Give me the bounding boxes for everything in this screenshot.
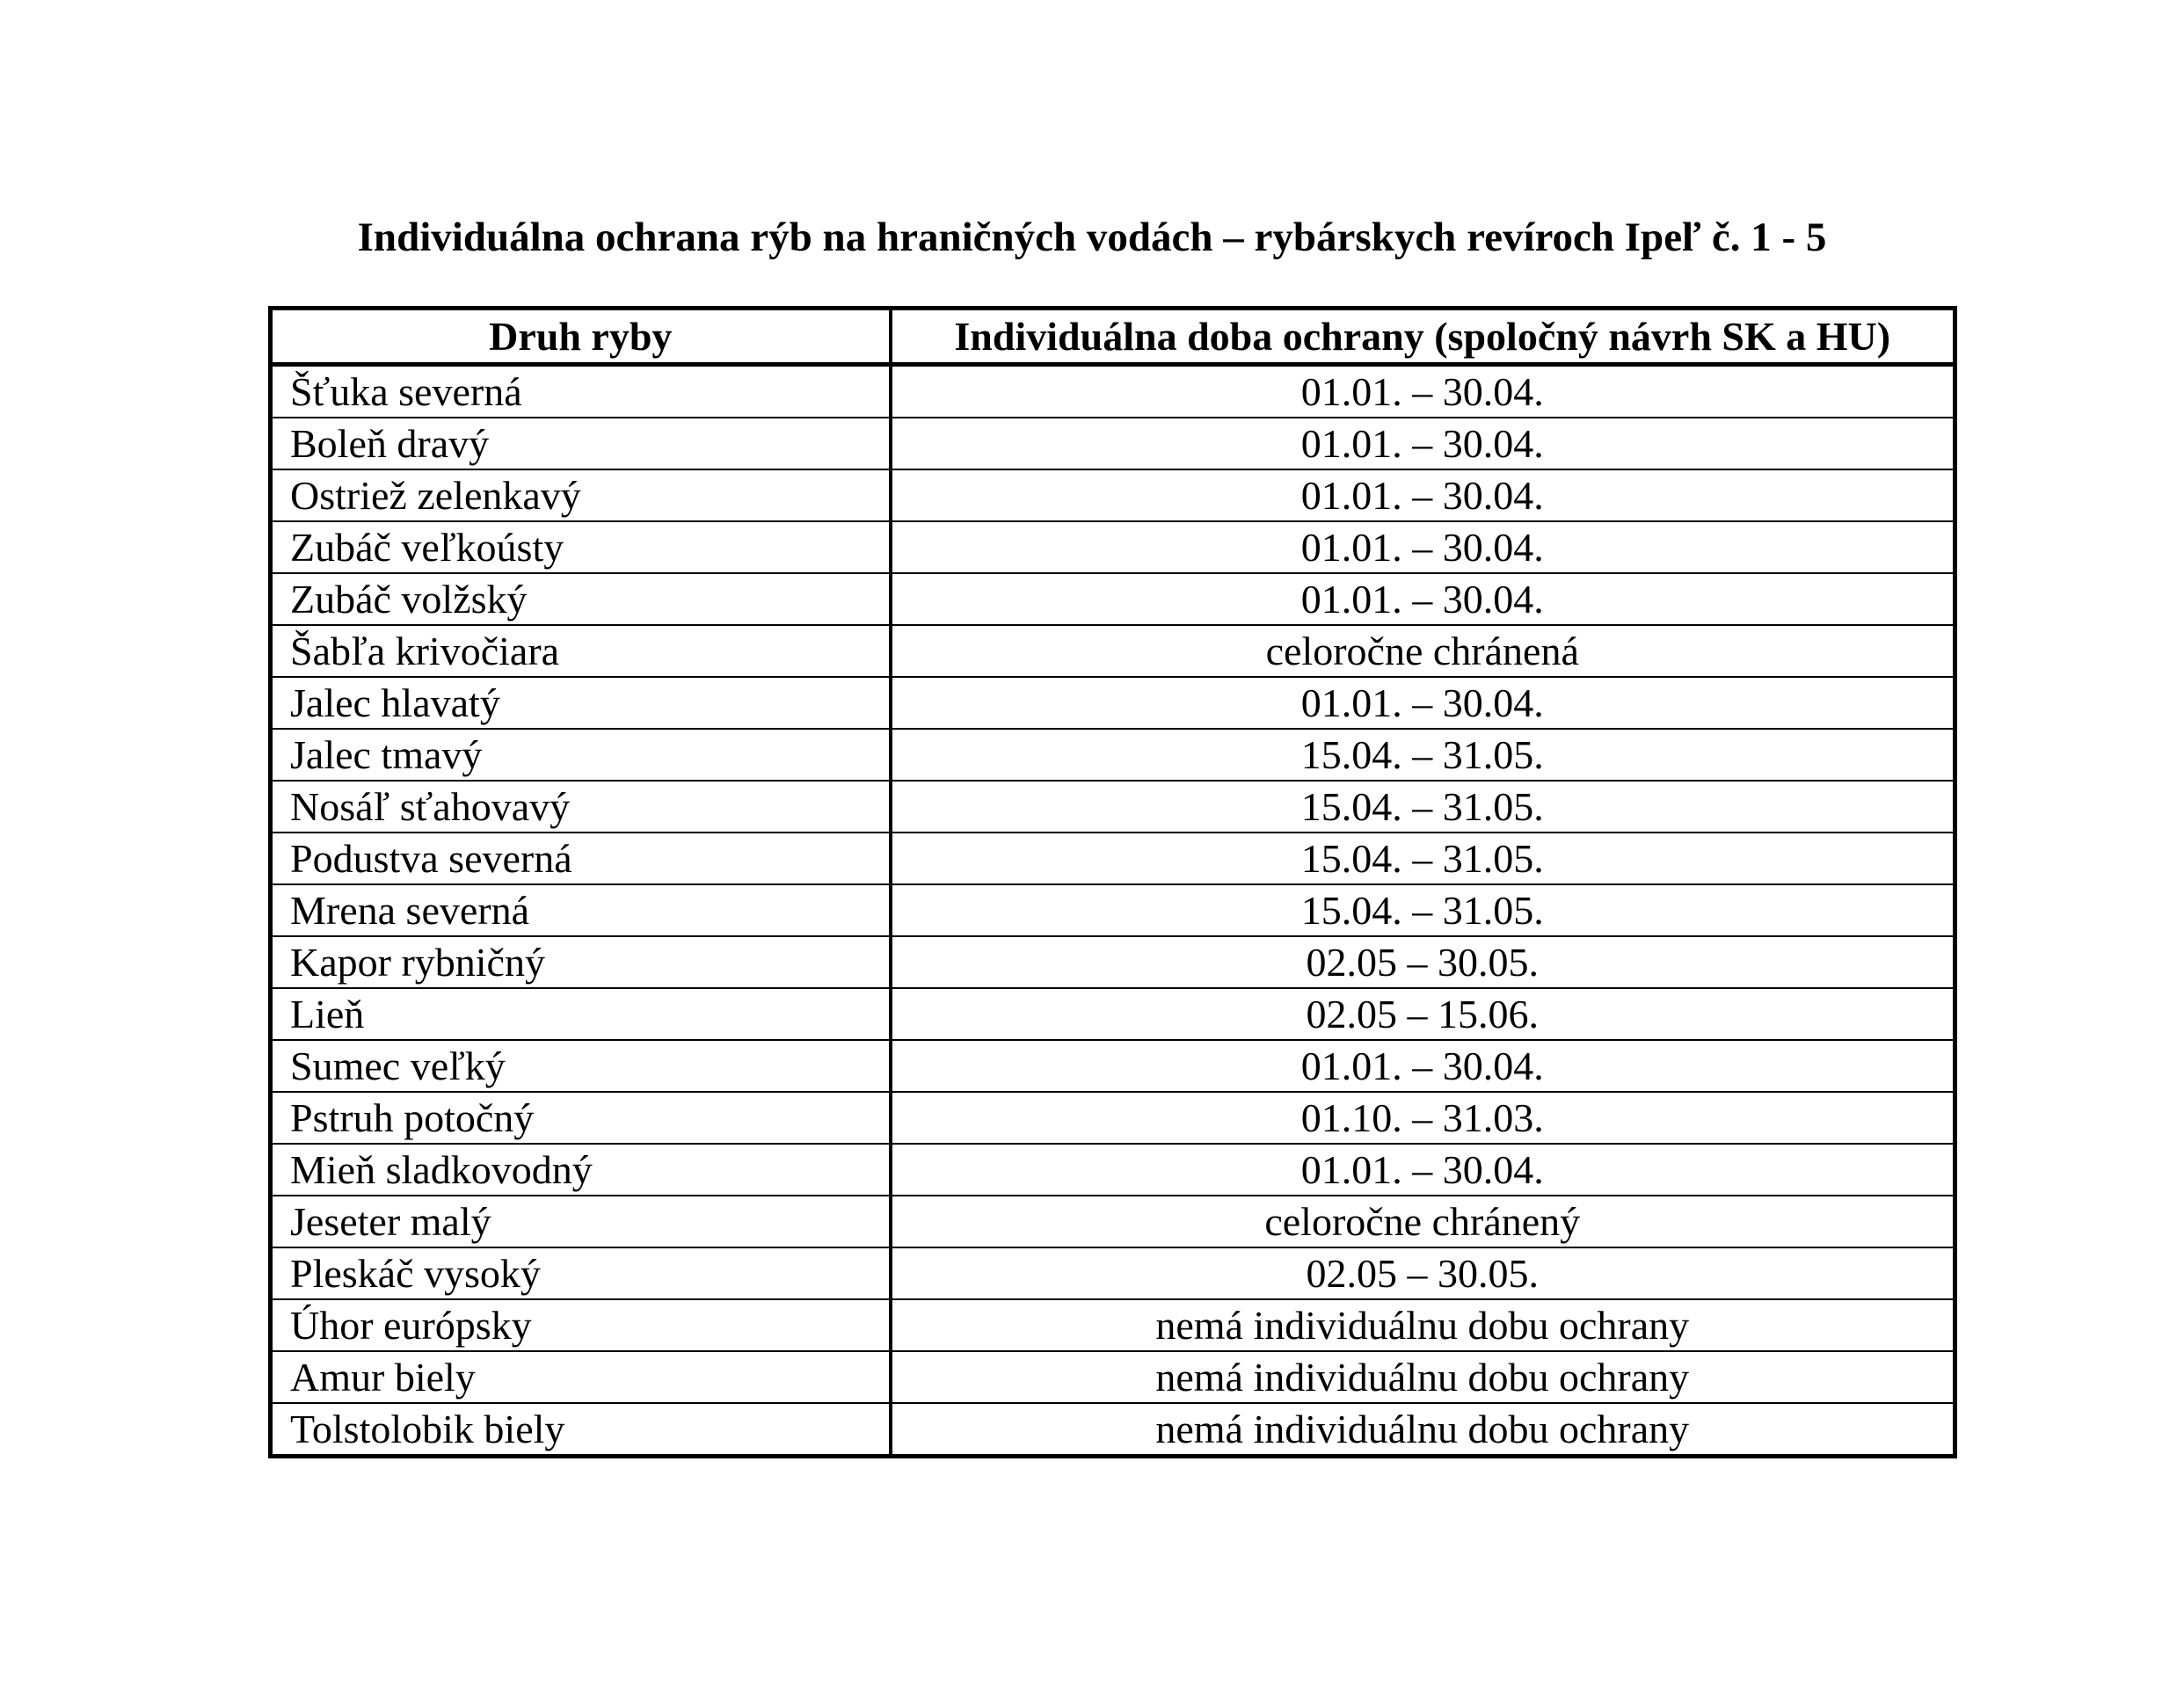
table-row <box>271 884 1955 936</box>
species-cell: Amur biely <box>271 1351 891 1403</box>
species-cell: Ostriež zelenkavý <box>271 469 891 521</box>
species-cell: Pleskáč vysoký <box>271 1247 891 1299</box>
period-cell: 01.01. – 30.04. <box>891 1040 1955 1092</box>
species-cell: Pstruh potočný <box>271 1092 891 1144</box>
period-cell: 15.04. – 31.05. <box>891 833 1955 884</box>
species-cell: Úhor európsky <box>271 1299 891 1351</box>
table-row <box>271 469 1955 521</box>
table-row <box>271 833 1955 884</box>
column-header-species: Druh ryby <box>271 309 891 365</box>
species-cell: Sumec veľký <box>271 1040 891 1092</box>
period-cell: 01.01. – 30.04. <box>891 521 1955 573</box>
table-row <box>271 988 1955 1040</box>
period-cell: nemá individuálnu dobu ochrany <box>891 1351 1955 1403</box>
table-row <box>271 1351 1955 1403</box>
period-cell: 01.01. – 30.04. <box>891 1144 1955 1196</box>
species-cell: Mieň sladkovodný <box>271 1144 891 1196</box>
period-cell: 01.01. – 30.04. <box>891 677 1955 729</box>
period-cell: 02.05 – 30.05. <box>891 936 1955 988</box>
species-cell: Zubáč volžský <box>271 573 891 625</box>
table-row <box>271 1196 1955 1247</box>
species-cell: Jalec hlavatý <box>271 677 891 729</box>
species-cell: Zubáč veľkoústy <box>271 521 891 573</box>
fish-protection-table <box>268 306 1957 1458</box>
period-cell: 02.05 – 15.06. <box>891 988 1955 1040</box>
period-cell: 01.10. – 31.03. <box>891 1092 1955 1144</box>
page-title: Individuálna ochrana rýb na hraničných vodách – rybárskych revíroch Ipeľ č. 1 - 5 <box>357 215 1827 260</box>
table-row <box>271 1144 1955 1196</box>
species-cell: Kapor rybničný <box>271 936 891 988</box>
period-cell: 15.04. – 31.05. <box>891 884 1955 936</box>
period-cell: celoročne chránený <box>891 1196 1955 1247</box>
table-row <box>271 1040 1955 1092</box>
period-cell: nemá individuálnu dobu ochrany <box>891 1403 1955 1457</box>
column-header-period: Individuálna doba ochrany (spoločný návrh SK a HU) <box>891 309 1955 365</box>
species-cell: Podustva severná <box>271 833 891 884</box>
table-row <box>271 365 1955 418</box>
species-cell: Tolstolobik biely <box>271 1403 891 1457</box>
table-row <box>271 781 1955 833</box>
table-row <box>271 573 1955 625</box>
table-row <box>271 521 1955 573</box>
species-cell: Jalec tmavý <box>271 729 891 781</box>
species-cell: Jeseter malý <box>271 1196 891 1247</box>
period-cell: 01.01. – 30.04. <box>891 365 1955 418</box>
species-cell: Šabľa krivočiara <box>271 625 891 677</box>
table-row <box>271 418 1955 469</box>
period-cell: celoročne chránená <box>891 625 1955 677</box>
period-cell: 01.01. – 30.04. <box>891 469 1955 521</box>
species-cell: Šťuka severná <box>271 365 891 418</box>
table-row <box>271 1247 1955 1299</box>
table-row <box>271 729 1955 781</box>
table-header-row <box>271 309 1955 365</box>
species-cell: Nosáľ sťahovavý <box>271 781 891 833</box>
table-row <box>271 677 1955 729</box>
period-cell: 15.04. – 31.05. <box>891 729 1955 781</box>
period-cell: 01.01. – 30.04. <box>891 573 1955 625</box>
species-cell: Boleň dravý <box>271 418 891 469</box>
period-cell: 02.05 – 30.05. <box>891 1247 1955 1299</box>
species-cell: Mrena severná <box>271 884 891 936</box>
period-cell: 01.01. – 30.04. <box>891 418 1955 469</box>
period-cell: nemá individuálnu dobu ochrany <box>891 1299 1955 1351</box>
species-cell: Lieň <box>271 988 891 1040</box>
table-row <box>271 1092 1955 1144</box>
table-row <box>271 625 1955 677</box>
table-row <box>271 1403 1955 1457</box>
table-row <box>271 1299 1955 1351</box>
table-row <box>271 936 1955 988</box>
period-cell: 15.04. – 31.05. <box>891 781 1955 833</box>
